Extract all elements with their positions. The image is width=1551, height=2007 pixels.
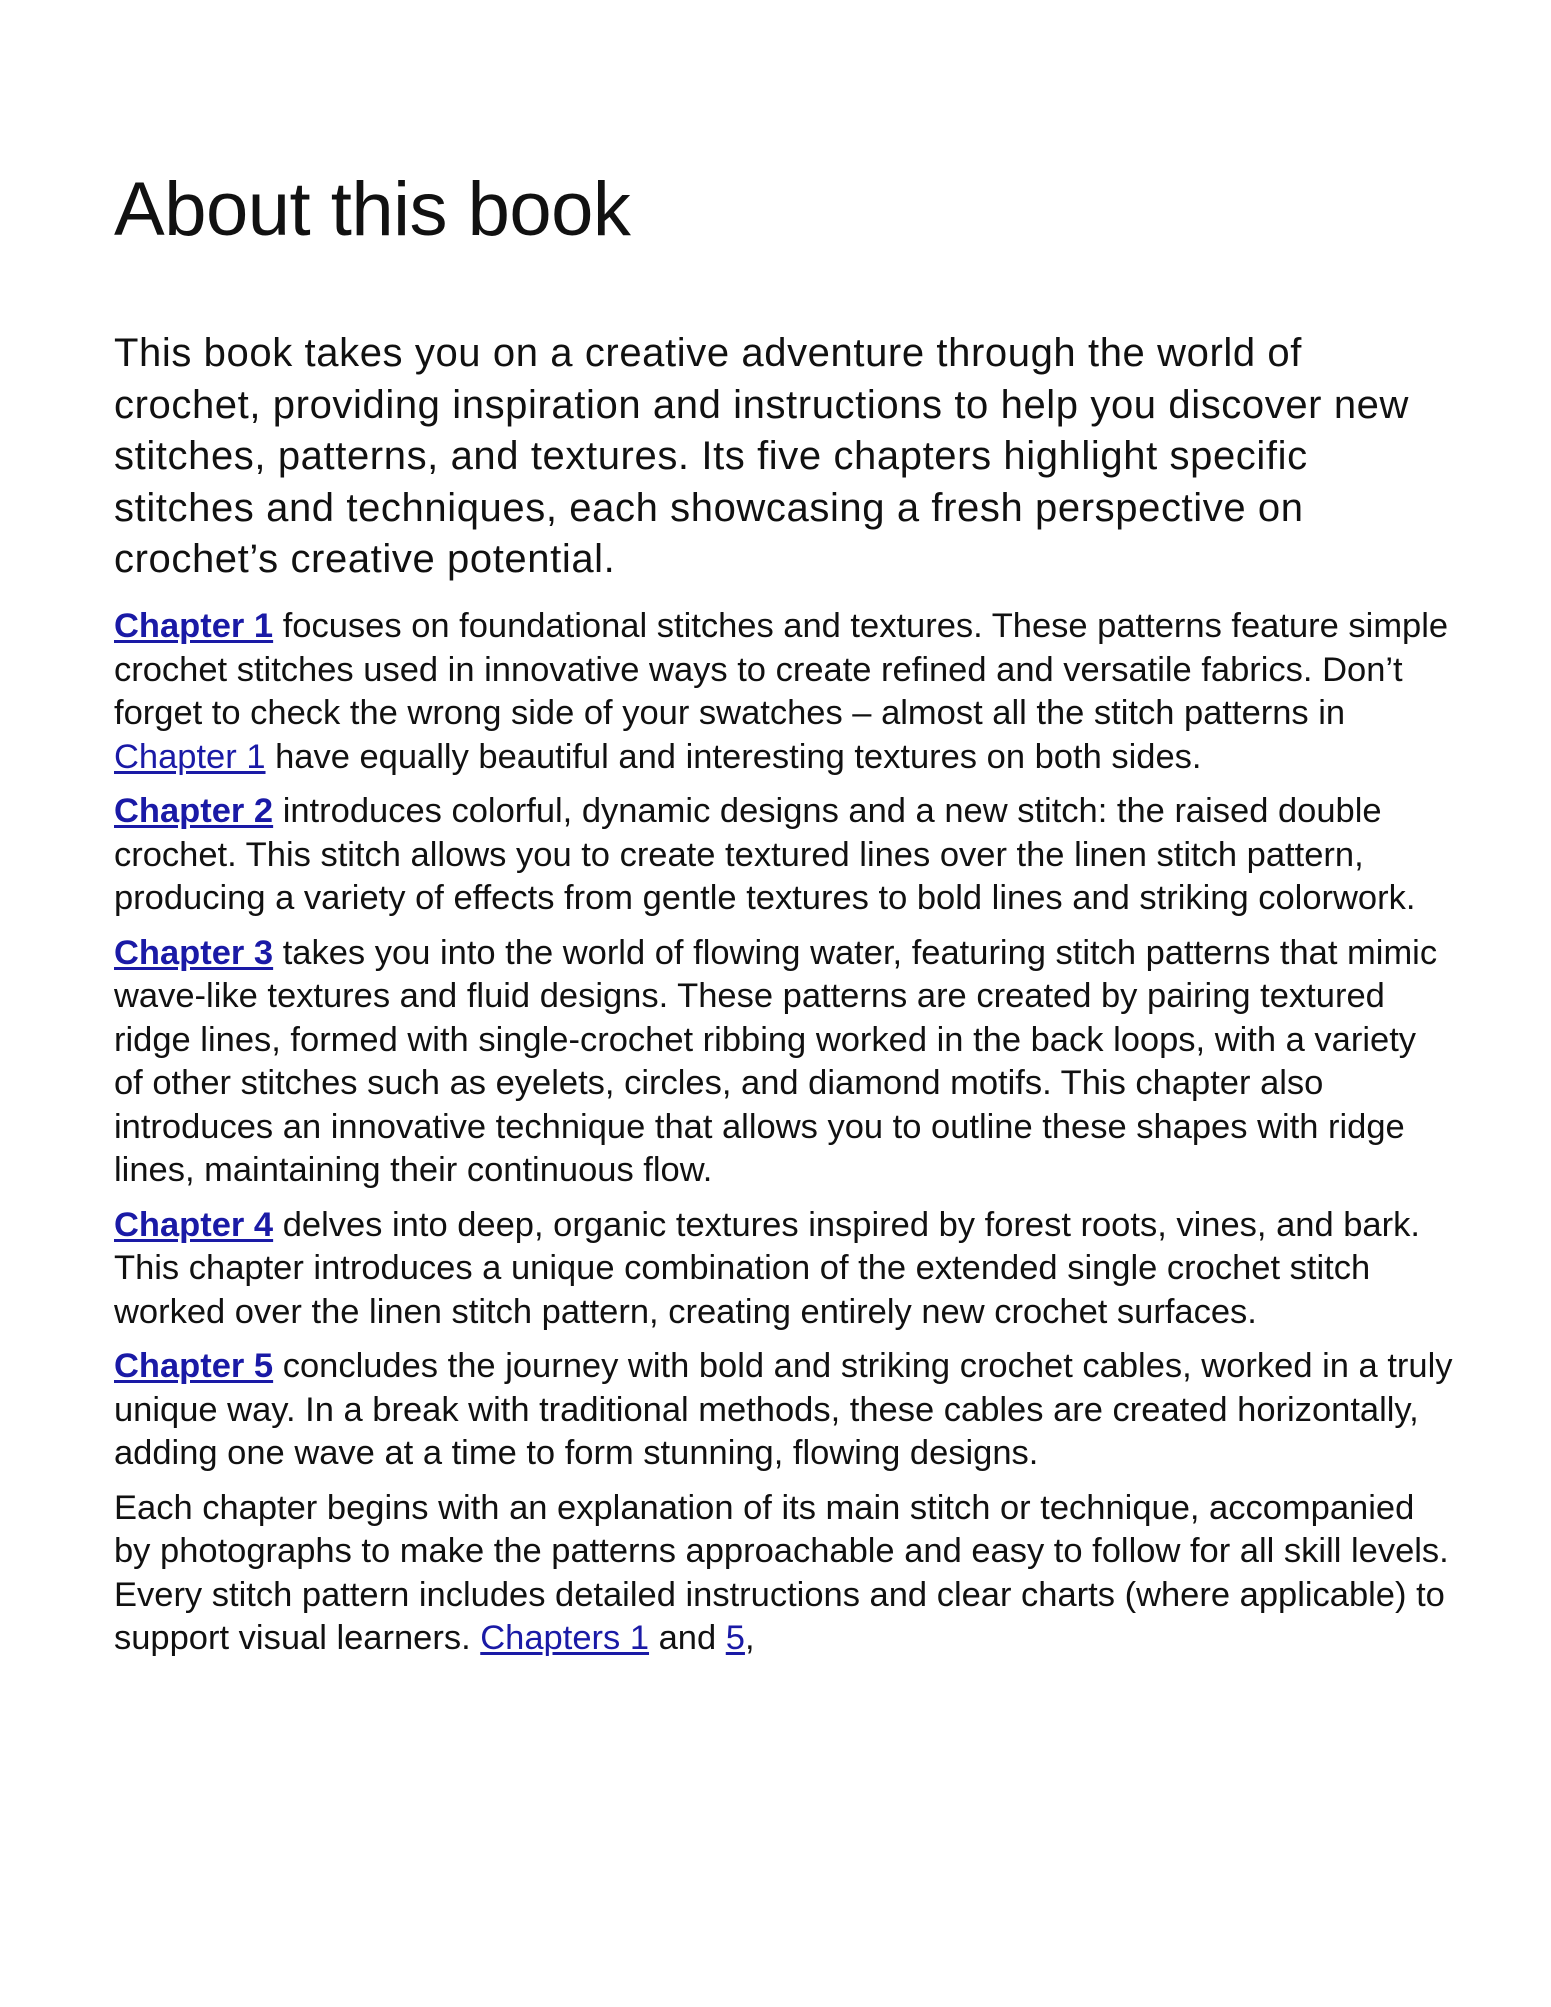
chapter-3-paragraph [114,932,1454,1193]
closing-paragraph [114,1487,1454,1661]
chapter-1-paragraph [114,605,1454,779]
chapter-5-paragraph [114,1345,1454,1476]
chapters-1-link[interactable]: Chapters 1 [480,1619,650,1657]
chapter-2-text: introduces colorful, dynamic designs and a new stitch: the raised double crochet. This stitch allows you to create textured lines over the linen stitch pattern, producing a variety of effects from gentle textures to bold lines and striking colorwork. [114,792,1416,917]
chapter-5-text: concludes the journey with bold and striking crochet cables, worked in a truly unique way. In a break with traditional methods, these cables are created horizontally, adding one wave at a time to form stunning, flowing designs. [114,1347,1453,1472]
closing-text: Each chapter begins with an explanation of its main stitch or technique, accompanied by photographs to make the patterns approachable and easy to follow for all skill levels. Every stitch pattern includes detailed instructions and clear charts (where applicable) to support visual learners. [114,1488,1449,1657]
chapter-3-link[interactable]: Chapter 3 [114,933,274,972]
chapter-5-link[interactable]: Chapter 5 [114,1347,274,1385]
chapter-4-text: delves into deep, organic textures inspired by forest roots, vines, and bark. This chapter introduces a unique combination of the extended single crochet stitch worked over the linen stitch pattern, creating entirely new crochet surfaces. [114,1205,1420,1331]
chapter-3-text: takes you into the world of flowing water, featuring stitch patterns that mimic wave-like textures and fluid designs. These patterns are created by pairing textured ridge lines, formed with single-crochet ribbing worked in the back loops, with a variety of other stitches such as eyelets, circles, and diamond motifs. This chapter also introduces an innovative technique that allows you to outline these shapes with ridge lines, maintaining their continuous flow. [114,933,1438,1189]
chapter-1-inline-link[interactable]: Chapter 1 [114,737,266,776]
chapter-1-text-a: focuses on foundational stitches and textures. These patterns feature simple crochet stitches used in innovative ways to create refined and versatile fabrics. Don’t forget to check the wrong side of your swatches – almost all the stitch patterns in [114,607,1449,732]
intro-paragraph: This book takes you on a creative adventure through the world of crochet, providing inspiration and instructions to help you discover new stitches, patterns, and textures. Its five chapters highlight specific stitches and techniques, each showcasing a fresh perspective on crochet’s creative potential. [114,331,1409,581]
closing-and: and [649,1619,726,1657]
chapter-descriptions [114,605,1454,1672]
chapter-2-paragraph [114,790,1454,921]
chapter-4-link[interactable]: Chapter 4 [114,1205,274,1244]
chapter-1-link[interactable]: Chapter 1 [114,607,274,645]
chapter-2-link[interactable]: Chapter 2 [114,792,274,830]
chapter-1-text-b: have equally beautiful and interesting textures on both sides. [265,737,1202,776]
chapter-4-paragraph [114,1204,1454,1335]
page-title: About this book [114,167,631,252]
chapter-5-inline-link[interactable]: 5 [725,1619,745,1657]
closing-tail: , [744,1619,755,1657]
